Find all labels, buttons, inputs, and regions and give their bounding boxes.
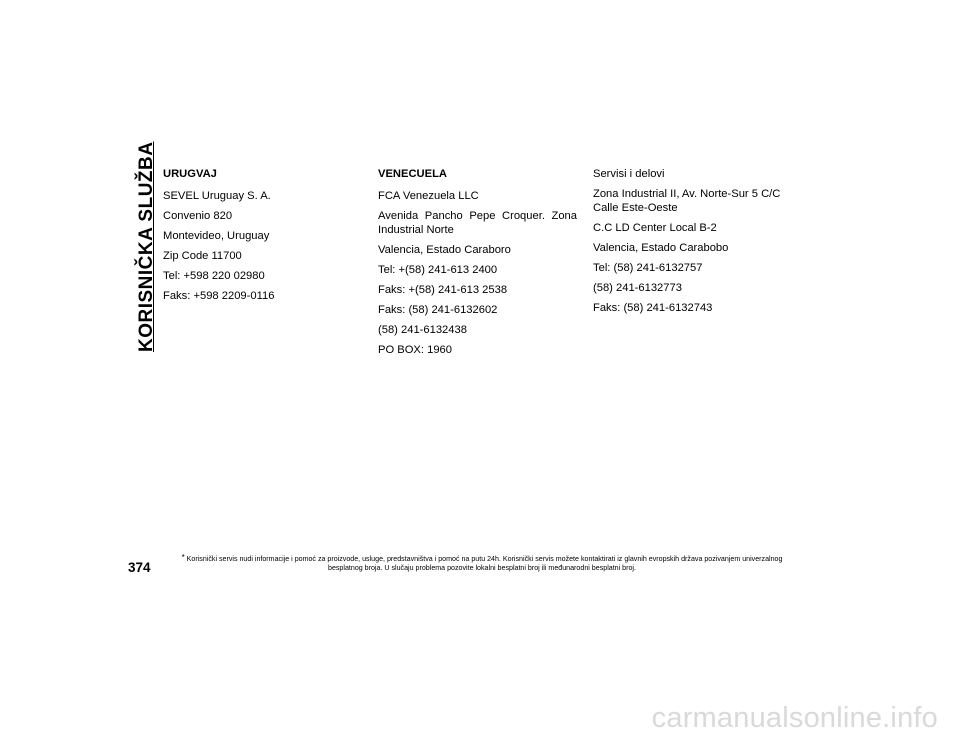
fax-line: Faks: (58) 241-6132743 <box>593 302 713 314</box>
address-line: Valencia, Estado Carabobo <box>593 242 729 254</box>
service-heading: Servisi i delovi <box>593 168 665 180</box>
footnote <box>170 554 794 572</box>
phone-line: Tel: +598 220 02980 <box>163 270 265 282</box>
contact-column-uruguay <box>163 167 353 309</box>
po-box-line: PO BOX: 1960 <box>378 344 453 356</box>
address-line: Avenida Pancho Pepe Croquer. Zona Industrial Norte <box>378 210 577 236</box>
address-line: Valencia, Estado Caraboro <box>378 244 511 256</box>
country-heading: URUGVAJ <box>163 168 217 180</box>
address-line: SEVEL Uruguay S. A. <box>163 190 271 202</box>
phone-line: Tel: +(58) 241-613 2400 <box>378 264 498 276</box>
watermark: carmanualsonline.info <box>651 702 938 734</box>
fax-line: Faks: +(58) 241-613 2538 <box>378 284 508 296</box>
contact-column-service <box>593 167 795 321</box>
phone-line: Tel: (58) 241-6132757 <box>593 262 703 274</box>
section-title: KORISNIČKA SLUŽBA <box>136 141 157 352</box>
fax-line: (58) 241-6132438 <box>378 324 467 336</box>
address-line: FCA Venezuela LLC <box>378 190 479 202</box>
address-line: Zip Code 11700 <box>163 250 242 262</box>
page-number: 374 <box>128 560 151 575</box>
fax-line: Faks: +598 2209-0116 <box>163 290 275 302</box>
address-line: C.C LD Center Local B-2 <box>593 222 717 234</box>
fax-line: Faks: (58) 241-6132602 <box>378 304 498 316</box>
address-line: Zona Industrial II, Av. Norte-Sur 5 C/C Calle Este-Oeste <box>593 188 781 214</box>
footnote-text: Korisnički servis nudi informacije i pomoć za proizvode, usluge, predstavništva i pomoć na putu 24h. Korisnički servis možete kontaktirati iz glavnih evropskih država pozivanjem univerzalnog besplatnog broja. U slučaju problema pozovite lokalni besplatni broj ili međunarodni besplatni broj. <box>186 555 783 572</box>
contact-column-venezuela <box>378 167 577 363</box>
country-heading: VENECUELA <box>378 168 447 180</box>
address-line: Convenio 820 <box>163 210 233 222</box>
footnote-marker: * <box>181 553 185 562</box>
phone-line: (58) 241-6132773 <box>593 282 682 294</box>
address-line: Montevideo, Uruguay <box>163 230 270 242</box>
